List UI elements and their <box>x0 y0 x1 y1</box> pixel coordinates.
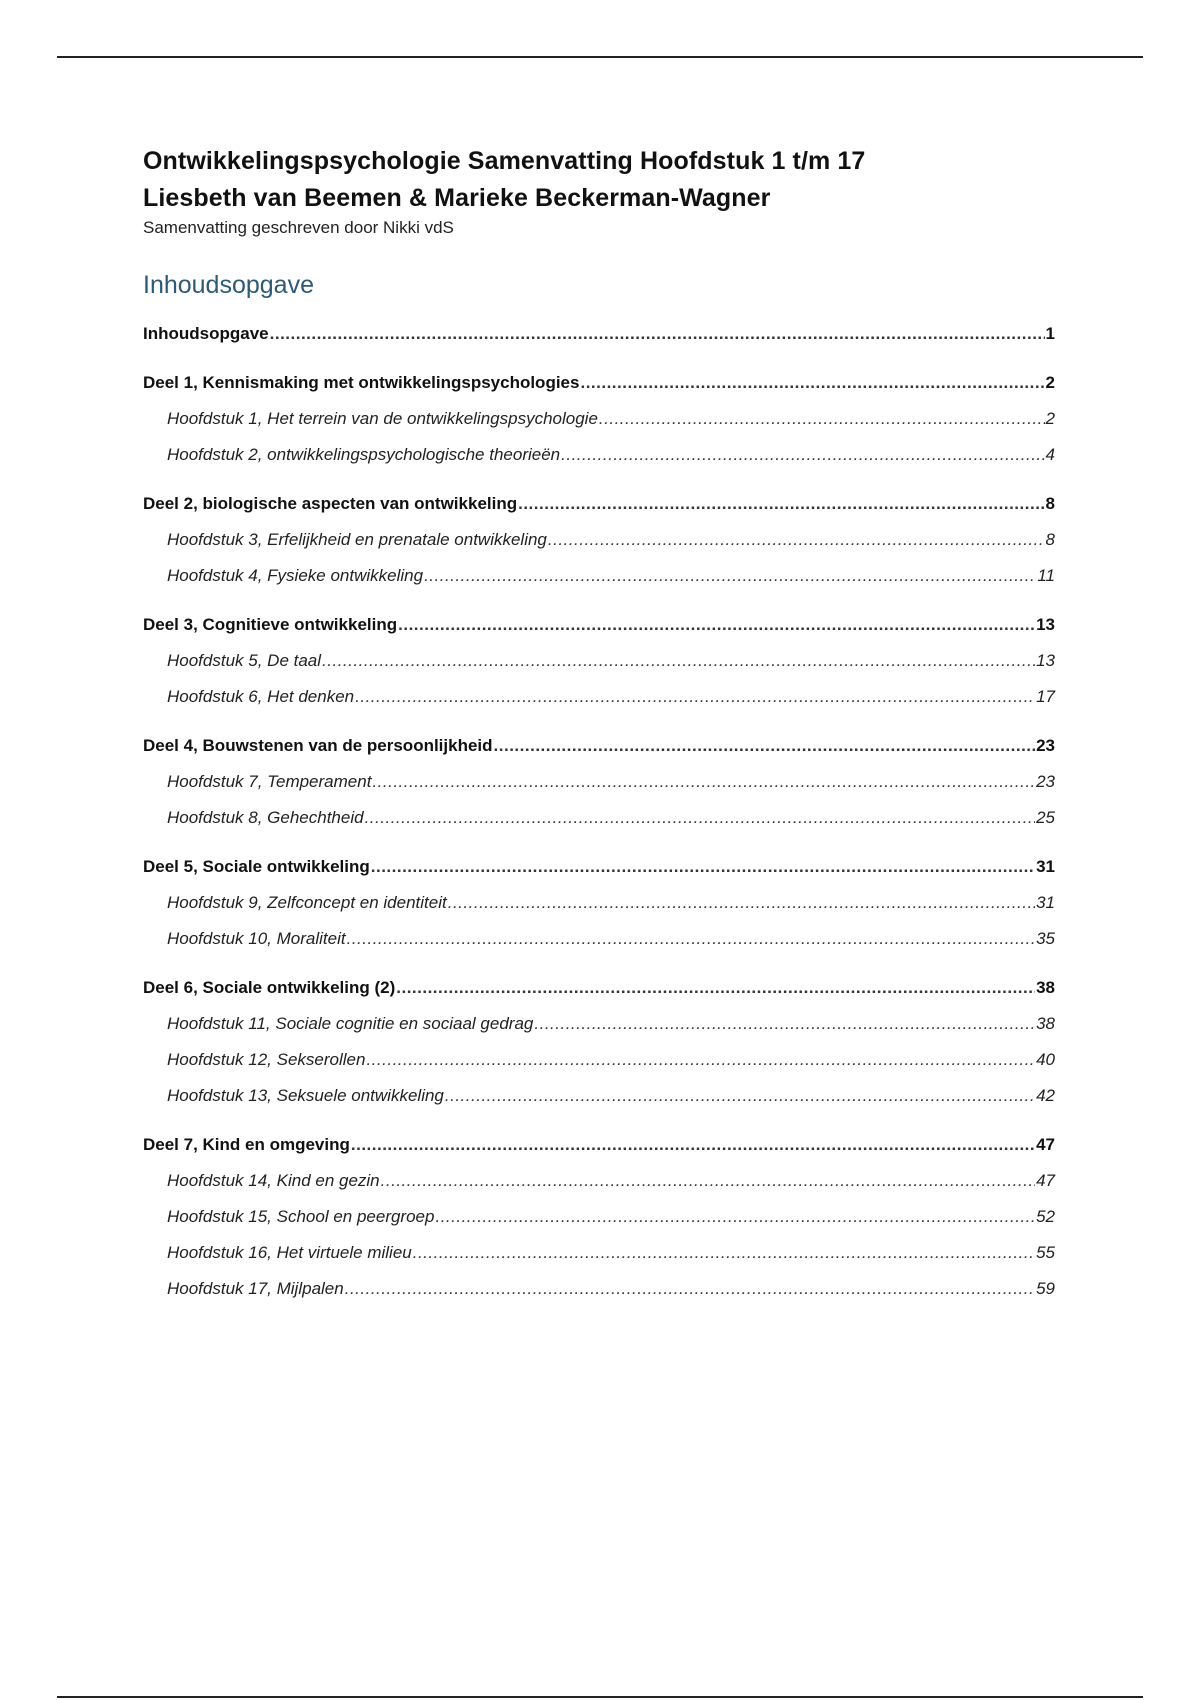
toc-chapter-entry[interactable] <box>143 679 1055 715</box>
document-authors: Liesbeth van Beemen & Marieke Beckerman-Wagner <box>143 184 771 212</box>
toc-page-number: 35 <box>1036 929 1055 948</box>
toc-dot-leader <box>381 1163 1035 1199</box>
toc-entry-label: Hoofdstuk 2, ontwikkelingspsychologische theorieën <box>167 445 561 464</box>
toc-dot-leader <box>548 522 1045 558</box>
toc-entry-label: Deel 2, biologische aspecten van ontwikkeling <box>143 494 518 513</box>
toc-page-number: 31 <box>1036 893 1055 912</box>
toc-chapter-entry[interactable] <box>143 1271 1055 1307</box>
toc-dot-leader <box>424 558 1036 594</box>
toc-chapter-entry[interactable] <box>143 1006 1055 1042</box>
toc-page-number: 2 <box>1045 373 1055 392</box>
toc-entry-label: Deel 5, Sociale ontwikkeling <box>143 857 370 876</box>
table-of-contents <box>143 316 1055 1307</box>
toc-dot-leader <box>355 679 1035 715</box>
toc-dot-leader <box>322 643 1035 679</box>
toc-page-number: 40 <box>1036 1050 1055 1069</box>
toc-entry-label: Hoofdstuk 8, Gehechtheid <box>167 808 364 827</box>
toc-entry-label: Deel 3, Cognitieve ontwikkeling <box>143 615 398 634</box>
toc-page-number: 23 <box>1036 772 1055 791</box>
toc-part-entry[interactable] <box>143 970 1055 1006</box>
toc-dot-leader <box>599 401 1045 437</box>
toc-chapter-entry[interactable] <box>143 558 1055 594</box>
footer-rule <box>57 1696 1143 1698</box>
toc-entry-label: Hoofdstuk 17, Mijlpalen <box>167 1279 344 1298</box>
toc-page-number: 23 <box>1036 736 1055 755</box>
toc-part-entry[interactable] <box>143 486 1055 522</box>
toc-page-number: 42 <box>1036 1086 1055 1105</box>
toc-page-number: 52 <box>1036 1207 1055 1226</box>
page-content <box>143 143 1055 1307</box>
toc-entry-label: Hoofdstuk 7, Temperament <box>167 772 372 791</box>
document-title: Ontwikkelingspsychologie Samenvatting Hoofdstuk 1 t/m 17 <box>143 147 866 175</box>
toc-part-entry[interactable] <box>143 607 1055 643</box>
toc-dot-leader <box>371 849 1035 885</box>
toc-dot-leader <box>534 1006 1035 1042</box>
toc-entry-label: Hoofdstuk 4, Fysieke ontwikkeling <box>167 566 424 585</box>
toc-chapter-entry[interactable] <box>143 1199 1055 1235</box>
toc-page-number: 2 <box>1045 409 1055 428</box>
toc-entry-label: Hoofdstuk 14, Kind en gezin <box>167 1171 380 1190</box>
toc-page-number: 13 <box>1036 615 1055 634</box>
toc-page-number: 8 <box>1045 494 1055 513</box>
toc-dot-leader <box>396 970 1035 1006</box>
toc-page-number: 38 <box>1036 1014 1055 1033</box>
toc-dot-leader <box>365 800 1036 836</box>
toc-entry-label: Deel 7, Kind en omgeving <box>143 1135 350 1154</box>
header-rule <box>57 56 1143 58</box>
toc-part-entry[interactable] <box>143 1127 1055 1163</box>
toc-chapter-entry[interactable] <box>143 437 1055 473</box>
toc-dot-leader <box>561 437 1044 473</box>
toc-page-number: 38 <box>1036 978 1055 997</box>
toc-page-number: 25 <box>1036 808 1055 827</box>
toc-chapter-entry[interactable] <box>143 643 1055 679</box>
toc-entry-label: Deel 4, Bouwstenen van de persoonlijkheid <box>143 736 493 755</box>
toc-dot-leader <box>413 1235 1035 1271</box>
toc-entry-label: Hoofdstuk 6, Het denken <box>167 687 355 706</box>
toc-entry-label: Hoofdstuk 9, Zelfconcept en identiteit <box>167 893 447 912</box>
toc-page-number: 59 <box>1036 1279 1055 1298</box>
toc-dot-leader <box>518 486 1044 522</box>
toc-entry-label: Hoofdstuk 1, Het terrein van de ontwikkelingspsychologie <box>167 409 598 428</box>
toc-entry-label: Hoofdstuk 16, Het virtuele milieu <box>167 1243 412 1262</box>
toc-dot-leader <box>494 728 1036 764</box>
toc-dot-leader <box>351 1127 1035 1163</box>
toc-entry-label: Deel 6, Sociale ontwikkeling (2) <box>143 978 396 997</box>
toc-chapter-entry[interactable] <box>143 1235 1055 1271</box>
toc-dot-leader <box>435 1199 1035 1235</box>
toc-entry-label: Deel 1, Kennismaking met ontwikkelingspsychologies <box>143 373 580 392</box>
toc-entry-label: Hoofdstuk 10, Moraliteit <box>167 929 346 948</box>
toc-part-entry[interactable] <box>143 728 1055 764</box>
toc-page-number: 47 <box>1036 1171 1055 1190</box>
toc-chapter-entry[interactable] <box>143 522 1055 558</box>
toc-page-number: 17 <box>1036 687 1055 706</box>
toc-entry-label: Hoofdstuk 15, School en peergroep <box>167 1207 435 1226</box>
toc-dot-leader <box>345 1271 1035 1307</box>
toc-dot-leader <box>270 316 1045 352</box>
toc-chapter-entry[interactable] <box>143 885 1055 921</box>
toc-chapter-entry[interactable] <box>143 764 1055 800</box>
toc-dot-leader <box>372 764 1035 800</box>
toc-page-number: 13 <box>1036 651 1055 670</box>
toc-page-number: 8 <box>1045 530 1055 549</box>
toc-page-number: 4 <box>1045 445 1055 464</box>
toc-dot-leader <box>448 885 1035 921</box>
toc-entry-label: Hoofdstuk 12, Sekserollen <box>167 1050 366 1069</box>
toc-chapter-entry[interactable] <box>143 1163 1055 1199</box>
toc-dot-leader <box>580 365 1044 401</box>
toc-chapter-entry[interactable] <box>143 1042 1055 1078</box>
toc-page-number: 11 <box>1037 566 1055 585</box>
toc-part-entry[interactable] <box>143 365 1055 401</box>
toc-entry-label: Hoofdstuk 13, Seksuele ontwikkeling <box>167 1086 444 1105</box>
toc-chapter-entry[interactable] <box>143 921 1055 957</box>
document-byline: Samenvatting geschreven door Nikki vdS <box>143 218 454 237</box>
toc-entry-label: Hoofdstuk 11, Sociale cognitie en sociaal gedrag <box>167 1014 534 1033</box>
toc-dot-leader <box>445 1078 1035 1114</box>
toc-chapter-entry[interactable] <box>143 1078 1055 1114</box>
toc-heading: Inhoudsopgave <box>143 271 314 299</box>
toc-dot-leader <box>347 921 1035 957</box>
toc-chapter-entry[interactable] <box>143 401 1055 437</box>
toc-page-number: 47 <box>1036 1135 1055 1154</box>
toc-page-number: 1 <box>1045 324 1055 343</box>
toc-entry-label: Hoofdstuk 3, Erfelijkheid en prenatale ontwikkeling <box>167 530 547 549</box>
toc-chapter-entry[interactable] <box>143 800 1055 836</box>
toc-page-number: 55 <box>1036 1243 1055 1262</box>
toc-entry-label: Hoofdstuk 5, De taal <box>167 651 322 670</box>
toc-dot-leader <box>398 607 1035 643</box>
toc-part-entry[interactable] <box>143 849 1055 885</box>
toc-entry-label: Inhoudsopgave <box>143 324 269 343</box>
toc-page-number: 31 <box>1036 857 1055 876</box>
toc-part-entry[interactable] <box>143 316 1055 352</box>
toc-dot-leader <box>366 1042 1035 1078</box>
